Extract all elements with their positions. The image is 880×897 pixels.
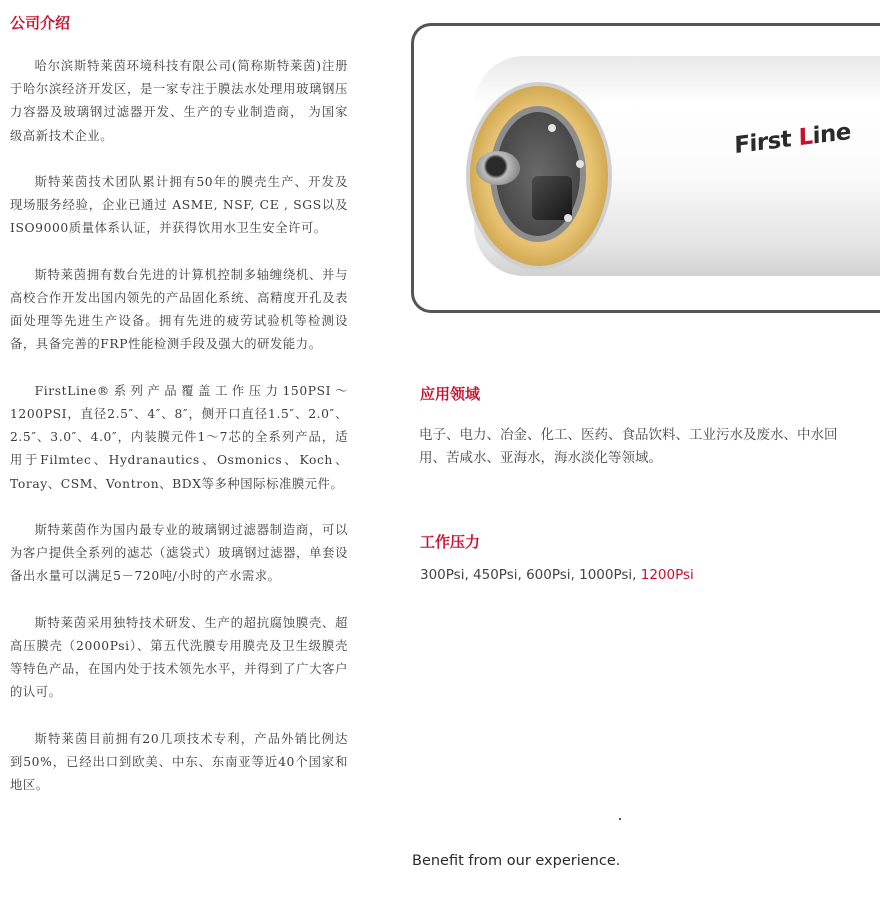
- intro-paragraph: 斯特莱茵作为国内最专业的玻璃钢过滤器制造商，可以为客户提供全系列的滤芯（滤袋式）玻璃钢过滤器，单套设备出水量可以满足5－720吨/小时的产水需求。: [10, 523, 348, 584]
- firstline-logo: First Line: [734, 118, 851, 160]
- decorative-dot: [619, 818, 621, 820]
- applications-title: 应用领域: [420, 385, 481, 403]
- pressure-title: 工作压力: [420, 533, 481, 551]
- bolt-icon: [564, 214, 572, 222]
- intro-paragraph: 斯特莱茵目前拥有20几项技术专利，产品外销比例达到50%，已经出口到欧美、中东、东南亚等近40个国家和地区。: [10, 731, 348, 793]
- intro-paragraph: 斯特莱茵拥有数台先进的计算机控制多轴缠绕机、并与高校合作开发出国内领先的产品固化系统、高精度开孔及表面处理等先进生产设备。拥有先进的疲劳试验机等检测设备，具备完善的FRP性能检测手段及强大的研发能力。: [10, 267, 348, 352]
- bolt-icon: [548, 124, 556, 132]
- bolt-icon: [576, 160, 584, 168]
- intro-paragraph: 哈尔滨斯特莱茵环境科技有限公司(简称斯特莱茵)注册于哈尔滨经济开发区，是一家专注于膜法水处理用玻璃钢压力容器及玻璃钢过滤器开发、生产的专业制造商， 为国家级高新技术企业。: [10, 59, 348, 143]
- pressure-values: 300Psi, 450Psi, 600Psi, 1000Psi, 1200Psi: [420, 567, 694, 583]
- side-port-pipe: [476, 151, 520, 185]
- product-image-frame: [411, 23, 880, 313]
- company-intro-title: 公司介绍: [10, 14, 71, 32]
- slogan: Benefit from our experience.: [412, 853, 621, 869]
- intro-paragraph: FirstLine®系列产品覆盖工作压力150PSI～1200PSI，直径2.5″、4″、8″，侧开口直径1.5″、2.0″、2.5″、3.0″、4.0″，内装膜元件1～7芯的全系列产品，适用于Filmtec、Hydranautics、Osmonics、Koch、Toray、CSM、Vontron、BDX等多种国际标准膜元件。: [10, 383, 348, 491]
- intro-paragraph: 斯特莱茵采用独特技术研发、生产的超抗腐蚀膜壳、超高压膜壳（2000Psi）、第五代洗膜专用膜壳及卫生级膜壳等特色产品，在国内处于技术领先水平，并得到了广大客户的认可。: [10, 615, 348, 700]
- company-intro-body: [10, 55, 348, 821]
- intro-paragraph: 斯特莱茵技术团队累计拥有50年的膜壳生产、开发及现场服务经验，企业已通过 ASME, NSF, CE , SGS以及ISO9000质量体系认证，并获得饮用水卫生安全许可。: [10, 175, 348, 236]
- pressure-highlight: 1200Psi: [640, 567, 694, 583]
- applications-text: 电子、电力、冶金、化工、医药、食品饮料、工业污水及废水、中水回用、苦咸水、亚海水，海水淡化等领域。: [419, 427, 838, 466]
